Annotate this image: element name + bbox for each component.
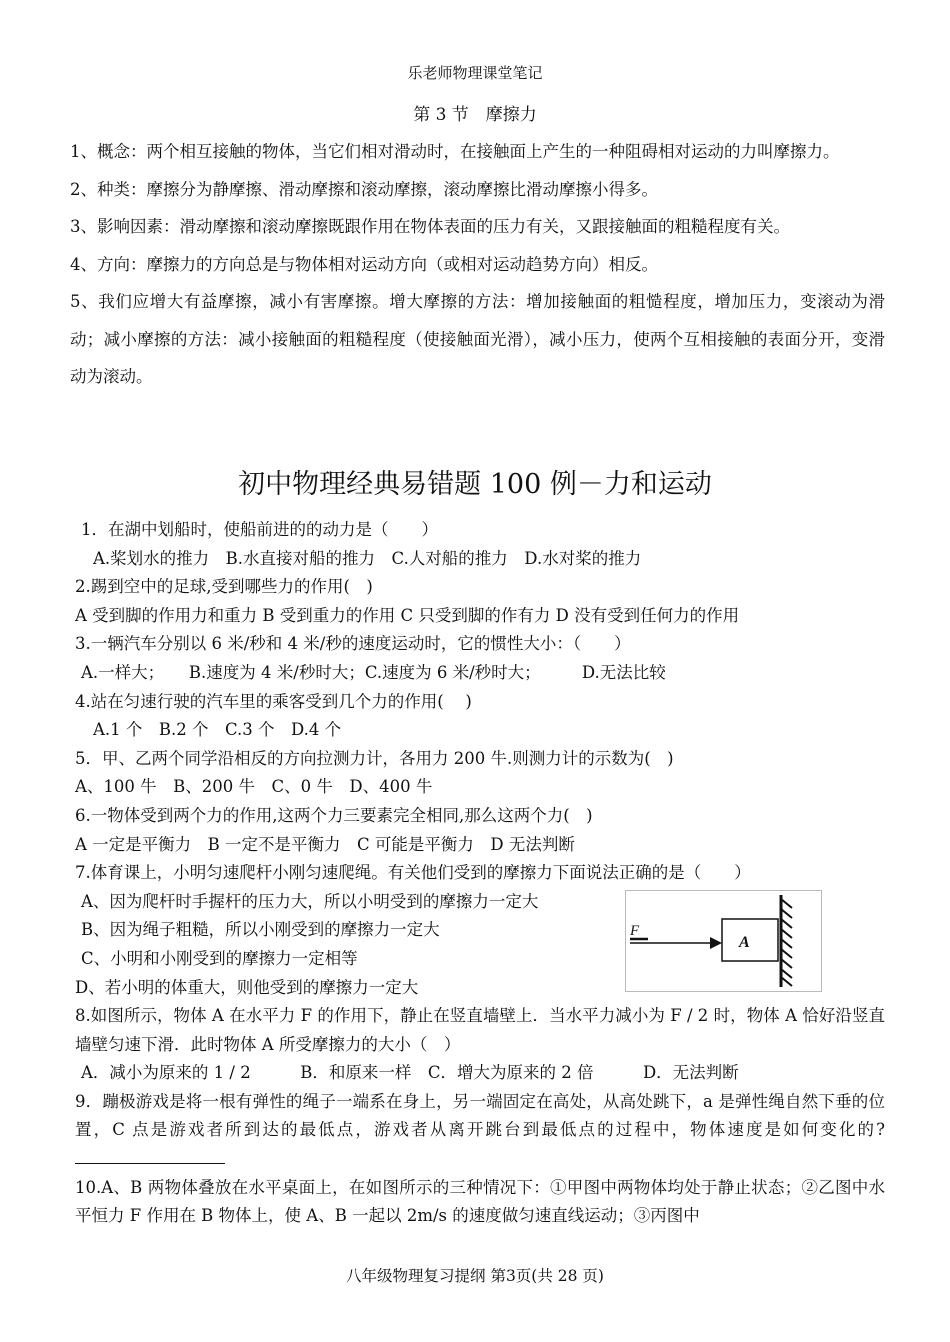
- question-9-stem: [75, 1088, 885, 1174]
- page-header: 乐老师物理课堂笔记: [407, 64, 543, 82]
- friction-notes: [70, 133, 885, 396]
- question-7-option-b: B、因为绳子粗糙，所以小刚受到的摩擦力一定大: [81, 920, 440, 940]
- note-factors: 3、影响因素：滑动摩擦和滚动摩擦既跟作用在物体表面的压力有关，又跟接触面的粗糙程度有关。: [70, 217, 790, 236]
- question-list: [75, 516, 885, 1231]
- force-label: F: [630, 923, 640, 939]
- note-direction: 4、方向：摩擦力的方向总是与物体相对运动方向（或相对运动趋势方向）相反。: [70, 254, 658, 274]
- question-10-stem: 10.A、B 两物体叠放在水平桌面上，在如图所示的三种情况下：①甲图中两物体均处于静止状态；②乙图中水平恒力 F 作用在 B 物体上，使 A、B 一起以 2m/s 的速度做匀速直线运动；③丙图中: [75, 1177, 885, 1226]
- section-title: 第 3 节 摩擦力: [413, 105, 537, 125]
- force-arrowhead: [710, 937, 722, 949]
- question-9-text: 9．蹦极游戏是将一根有弹性的绳子一端系在身上，另一端固定在高处，从高处跳下，a 是弹性绳自然下垂的位置，C 点是游戏者所到达的最低点，游戏者从离开跳台到最低点的过程中，物体速度是如何变化的?: [75, 1091, 885, 1140]
- question-7-stem: 7.体育课上，小明匀速爬杆小刚匀速爬绳。有关他们受到的摩擦力下面说法正确的是（ ）: [75, 863, 751, 883]
- page-footer: 八年级物理复习提纲 第3页(共 28 页): [346, 1267, 604, 1285]
- question-6-options: A 一定是平衡力 B 一定不是平衡力 C 可能是平衡力 D 无法判断: [75, 834, 575, 854]
- question-5-options: A、100 牛 B、200 牛 C、0 牛 D、400 牛: [75, 777, 433, 797]
- question-4-stem: 4.站在匀速行驶的汽车里的乘客受到几个力的作用( ): [75, 691, 472, 711]
- exercise-title: 初中物理经典易错题 100 例－力和运动: [238, 469, 712, 500]
- question-8-options: A．减小为原来的 1 / 2 B．和原来一样 C．增大为原来的 2 倍 D．无法判断: [81, 1063, 739, 1083]
- question-7-option-a: A、因为爬杆时手握杆的压力大，所以小明受到的摩擦力一定大: [81, 891, 539, 911]
- force-wall-figure: [625, 890, 822, 992]
- note-types: 2、种类：摩擦分为静摩擦、滑动摩擦和滚动摩擦，滚动摩擦比滑动摩擦小得多。: [70, 179, 658, 199]
- question-7-option-d: D、若小明的体重大，则他受到的摩擦力一定大: [75, 977, 419, 997]
- question-5-stem: 5．甲、乙两个同学沿相反的方向拉测力计，各用力 200 牛.则测力计的示数为( ): [75, 748, 674, 768]
- note-concept: 1、概念：两个相互接触的物体，当它们相对滑动时，在接触面上产生的一种阻碍相对运动的力叫摩擦力。: [70, 142, 840, 161]
- question-2-stem: 2.踢到空中的足球,受到哪些力的作用( ): [75, 577, 373, 597]
- question-3-options: A.一样大； B.速度为 4 米/秒时大；C.速度为 6 米/秒时大； D.无法比较: [81, 662, 666, 682]
- block-against-wall-diagram: [626, 891, 821, 991]
- block-a: [722, 919, 778, 961]
- answer-blank: [75, 1145, 225, 1164]
- question-2-options: A 受到脚的作用力和重力 B 受到重力的作用 C 只受到脚的作有力 D 没有受到任何力的作用: [75, 605, 740, 625]
- block-label: A: [739, 934, 750, 951]
- question-1-options: A.桨划水的推力 B.水直接对船的推力 C.人对船的推力 D.水对桨的推力: [93, 548, 642, 568]
- question-3-stem: 3.一辆汽车分别以 6 米/秒和 4 米/秒的速度运动时，它的惯性大小：（ ）: [75, 634, 631, 654]
- question-1-stem: 1．在湖中划船时，使船前进的的动力是（ ）: [81, 520, 438, 539]
- question-4-options: A.1 个 B.2 个 C.3 个 D.4 个: [93, 720, 342, 740]
- question-6-stem: 6.一物体受到两个力的作用,这两个力三要素完全相同,那么这两个力( ): [75, 805, 593, 825]
- note-methods: 5、我们应增大有益摩擦，减小有害摩擦。增大摩擦的方法：增加接触面的粗慥程度，增加压力，变滚动为滑动；减小摩擦的方法：减小接触面的粗糙程度（使接触面光滑），减小压力，使两个互相接触的表面分开，变滑动为滚动。: [70, 292, 885, 386]
- question-7-option-c: C、小明和小刚受到的摩擦力一定相等: [81, 948, 358, 968]
- question-8-stem: 8.如图所示，物体 A 在水平力 F 的作用下，静止在竖直墙壁上．当水平力减小为 F / 2 时，物体 A 恰好沿竖直墙壁匀速下滑．此时物体 A 所受摩擦力的大小（ ）: [75, 1006, 885, 1054]
- wall-hatching: [781, 899, 792, 986]
